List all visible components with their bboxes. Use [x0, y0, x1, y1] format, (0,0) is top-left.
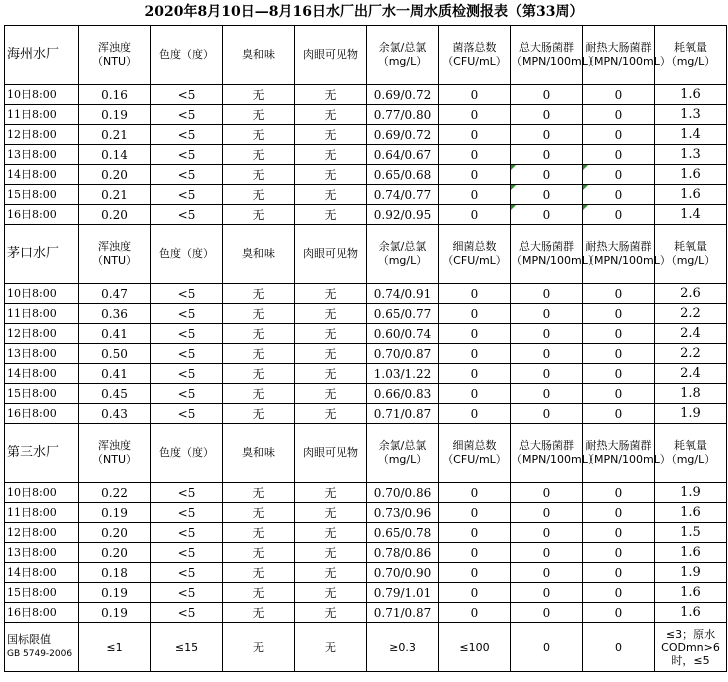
value-cell: 0.19: [79, 583, 151, 603]
time-cell: 14日8:00: [5, 165, 79, 185]
column-header: 浑浊度（NTU）: [79, 424, 151, 483]
value-cell: 0: [439, 543, 511, 563]
value-cell: 无: [295, 503, 367, 523]
value-cell: 0: [583, 324, 655, 344]
value-cell: 无: [223, 85, 295, 105]
table-row: [5, 105, 727, 125]
value-cell: 0: [511, 185, 583, 205]
value-cell: 0: [511, 324, 583, 344]
value-cell: 无: [223, 304, 295, 324]
value-cell: 0.73/0.96: [367, 503, 439, 523]
column-header: 耗氧量（mg/L）: [655, 225, 727, 284]
column-header: 色度（度）: [151, 26, 223, 85]
value-cell: 无: [223, 324, 295, 344]
value-cell: 0: [439, 205, 511, 225]
value-cell: 0.69/0.72: [367, 85, 439, 105]
value-cell: 0: [583, 284, 655, 304]
value-cell: 1.6: [655, 85, 727, 105]
value-cell: 无: [295, 145, 367, 165]
value-cell: 2.2: [655, 344, 727, 364]
value-cell: 0.18: [79, 563, 151, 583]
value-cell: 无: [223, 523, 295, 543]
column-header: 余氯/总氯（mg/L）: [367, 26, 439, 85]
column-header: 耗氧量（mg/L）: [655, 424, 727, 483]
value-cell: 0: [511, 205, 583, 225]
value-cell: 0.41: [79, 324, 151, 344]
time-cell: 13日8:00: [5, 344, 79, 364]
value-cell: <5: [151, 384, 223, 404]
value-cell: 0: [583, 205, 655, 225]
value-cell: 0: [439, 384, 511, 404]
value-cell: 1.4: [655, 205, 727, 225]
value-cell: 0: [439, 364, 511, 384]
value-cell: <5: [151, 304, 223, 324]
column-header: 耗氧量（mg/L）: [655, 26, 727, 85]
value-cell: 无: [223, 563, 295, 583]
value-cell: 0: [583, 404, 655, 424]
table-row: [5, 145, 727, 165]
value-cell: 无: [295, 523, 367, 543]
value-cell: 0: [439, 603, 511, 623]
table-row: [5, 563, 727, 583]
table-row: [5, 364, 727, 384]
plant-name: 海州水厂: [5, 26, 79, 85]
value-cell: 0.50: [79, 344, 151, 364]
value-cell: 无: [295, 404, 367, 424]
value-cell: 0: [439, 105, 511, 125]
value-cell: <5: [151, 165, 223, 185]
value-cell: 0: [439, 404, 511, 424]
value-cell: 无: [295, 583, 367, 603]
limit-value: ≤3；原水CODmn>6时，≤5: [655, 623, 727, 672]
value-cell: 0: [583, 543, 655, 563]
value-cell: 0.77/0.80: [367, 105, 439, 125]
value-cell: 无: [295, 324, 367, 344]
table-row: [5, 125, 727, 145]
value-cell: 0.66/0.83: [367, 384, 439, 404]
column-header: 色度（度）: [151, 424, 223, 483]
time-cell: 10日8:00: [5, 85, 79, 105]
value-cell: 0: [511, 125, 583, 145]
value-cell: 无: [295, 364, 367, 384]
value-cell: 0.65/0.77: [367, 304, 439, 324]
value-cell: 0.70/0.87: [367, 344, 439, 364]
value-cell: 0: [439, 85, 511, 105]
value-cell: 0: [583, 384, 655, 404]
value-cell: 0.21: [79, 125, 151, 145]
value-cell: <5: [151, 583, 223, 603]
time-cell: 16日8:00: [5, 404, 79, 424]
value-cell: 0: [583, 344, 655, 364]
value-cell: <5: [151, 344, 223, 364]
value-cell: 0: [511, 165, 583, 185]
column-header: 臭和味: [223, 225, 295, 284]
value-cell: 0.19: [79, 105, 151, 125]
value-cell: 1.5: [655, 523, 727, 543]
value-cell: 无: [223, 543, 295, 563]
value-cell: 2.2: [655, 304, 727, 324]
value-cell: <5: [151, 85, 223, 105]
value-cell: 无: [295, 125, 367, 145]
water-quality-table: [4, 25, 727, 672]
value-cell: 1.6: [655, 603, 727, 623]
value-cell: 0.71/0.87: [367, 404, 439, 424]
value-cell: 0.19: [79, 603, 151, 623]
value-cell: 0.21: [79, 185, 151, 205]
value-cell: 0: [583, 603, 655, 623]
table-row: [5, 503, 727, 523]
table-row: [5, 404, 727, 424]
value-cell: 0.65/0.78: [367, 523, 439, 543]
value-cell: 无: [295, 185, 367, 205]
value-cell: 0: [439, 583, 511, 603]
value-cell: 0: [583, 523, 655, 543]
value-cell: 0.43: [79, 404, 151, 424]
value-cell: 0: [583, 304, 655, 324]
value-cell: 0: [439, 165, 511, 185]
column-header: 肉眼可见物: [295, 225, 367, 284]
value-cell: 0: [511, 105, 583, 125]
time-cell: 16日8:00: [5, 603, 79, 623]
value-cell: 0: [439, 145, 511, 165]
limit-value: ≤100: [439, 623, 511, 672]
value-cell: 0: [439, 324, 511, 344]
value-cell: 0: [583, 145, 655, 165]
value-cell: 0.92/0.95: [367, 205, 439, 225]
time-cell: 11日8:00: [5, 503, 79, 523]
column-header: 总大肠菌群（MPN/100mL）: [511, 424, 583, 483]
limit-title: 国标限值: [7, 633, 51, 646]
value-cell: 0: [583, 165, 655, 185]
value-cell: 0: [511, 563, 583, 583]
value-cell: 1.6: [655, 185, 727, 205]
value-cell: 无: [295, 384, 367, 404]
time-cell: 15日8:00: [5, 185, 79, 205]
value-cell: 无: [223, 185, 295, 205]
value-cell: 0.69/0.72: [367, 125, 439, 145]
column-header: 肉眼可见物: [295, 424, 367, 483]
time-cell: 10日8:00: [5, 284, 79, 304]
value-cell: 0.70/0.86: [367, 483, 439, 503]
table-row: [5, 583, 727, 603]
column-header: 耐热大肠菌群（MPN/100mL）: [583, 225, 655, 284]
value-cell: 0: [439, 304, 511, 324]
time-cell: 13日8:00: [5, 145, 79, 165]
column-header: 耐热大肠菌群（MPN/100mL）: [583, 424, 655, 483]
value-cell: 0: [511, 344, 583, 364]
column-header: 余氯/总氯（mg/L）: [367, 424, 439, 483]
column-header: 浑浊度（NTU）: [79, 225, 151, 284]
value-cell: <5: [151, 543, 223, 563]
section-header-row: [5, 225, 727, 284]
value-cell: 0: [511, 404, 583, 424]
value-cell: <5: [151, 404, 223, 424]
value-cell: 0: [511, 603, 583, 623]
value-cell: 无: [295, 304, 367, 324]
report-title: 2020年8月10日—8月16日水厂出厂水一周水质检测报表（第33周）: [144, 4, 584, 20]
time-cell: 10日8:00: [5, 483, 79, 503]
time-cell: 16日8:00: [5, 205, 79, 225]
section-header-row: [5, 424, 727, 483]
plant-name: 茅口水厂: [5, 225, 79, 284]
value-cell: 无: [223, 483, 295, 503]
value-cell: 无: [223, 344, 295, 364]
time-cell: 12日8:00: [5, 523, 79, 543]
value-cell: 0: [439, 125, 511, 145]
value-cell: 无: [295, 344, 367, 364]
table-row: [5, 324, 727, 344]
table-row: [5, 304, 727, 324]
value-cell: 0.70/0.90: [367, 563, 439, 583]
value-cell: 无: [295, 483, 367, 503]
value-cell: 无: [223, 603, 295, 623]
value-cell: 无: [295, 205, 367, 225]
value-cell: 0: [439, 503, 511, 523]
value-cell: <5: [151, 105, 223, 125]
table-row: [5, 165, 727, 185]
value-cell: 0: [583, 483, 655, 503]
time-cell: 12日8:00: [5, 125, 79, 145]
value-cell: 无: [295, 105, 367, 125]
limit-value: 0: [583, 623, 655, 672]
value-cell: 无: [295, 284, 367, 304]
value-cell: 0: [511, 384, 583, 404]
value-cell: 0: [439, 523, 511, 543]
value-cell: 0.20: [79, 523, 151, 543]
value-cell: 2.6: [655, 284, 727, 304]
column-header: 菌落总数（CFU/mL）: [439, 26, 511, 85]
value-cell: 0.74/0.91: [367, 284, 439, 304]
value-cell: 0.47: [79, 284, 151, 304]
limit-value: ≤1: [79, 623, 151, 672]
column-header: 余氯/总氯（mg/L）: [367, 225, 439, 284]
value-cell: 无: [223, 583, 295, 603]
value-cell: <5: [151, 364, 223, 384]
column-header: 细菌总数（CFU/mL）: [439, 225, 511, 284]
value-cell: 1.8: [655, 384, 727, 404]
limit-label: [5, 623, 79, 672]
column-header: 耐热大肠菌群（MPN/100mL）: [583, 26, 655, 85]
value-cell: 0: [511, 364, 583, 384]
value-cell: 0.45: [79, 384, 151, 404]
value-cell: 0: [583, 185, 655, 205]
value-cell: 无: [223, 364, 295, 384]
value-cell: 无: [295, 85, 367, 105]
time-cell: 15日8:00: [5, 384, 79, 404]
value-cell: 0.20: [79, 165, 151, 185]
value-cell: <5: [151, 563, 223, 583]
limit-row: [5, 623, 727, 672]
value-cell: 0.20: [79, 543, 151, 563]
plant-name: 第三水厂: [5, 424, 79, 483]
value-cell: 1.6: [655, 503, 727, 523]
value-cell: 0.71/0.87: [367, 603, 439, 623]
table-row: [5, 384, 727, 404]
value-cell: 无: [223, 284, 295, 304]
value-cell: 无: [223, 105, 295, 125]
value-cell: 0.78/0.86: [367, 543, 439, 563]
value-cell: 0: [511, 85, 583, 105]
column-header: 色度（度）: [151, 225, 223, 284]
table-row: [5, 344, 727, 364]
value-cell: 1.3: [655, 105, 727, 125]
limit-value: ≤15: [151, 623, 223, 672]
value-cell: 无: [223, 165, 295, 185]
value-cell: 2.4: [655, 324, 727, 344]
value-cell: 无: [223, 125, 295, 145]
value-cell: 2.4: [655, 364, 727, 384]
value-cell: 0: [583, 503, 655, 523]
value-cell: 0.19: [79, 503, 151, 523]
value-cell: 无: [223, 384, 295, 404]
value-cell: 无: [295, 543, 367, 563]
value-cell: 0.60/0.74: [367, 324, 439, 344]
value-cell: 无: [223, 503, 295, 523]
value-cell: 0: [511, 503, 583, 523]
value-cell: 0: [511, 483, 583, 503]
standard-code: GB 5749-2006: [7, 649, 73, 659]
value-cell: 无: [223, 145, 295, 165]
value-cell: 1.6: [655, 543, 727, 563]
column-header: 臭和味: [223, 424, 295, 483]
time-cell: 14日8:00: [5, 364, 79, 384]
time-cell: 12日8:00: [5, 324, 79, 344]
value-cell: 1.6: [655, 583, 727, 603]
value-cell: 0.79/1.01: [367, 583, 439, 603]
table-row: [5, 284, 727, 304]
column-header: 臭和味: [223, 26, 295, 85]
table-row: [5, 185, 727, 205]
value-cell: <5: [151, 523, 223, 543]
value-cell: 0: [583, 125, 655, 145]
table-row: [5, 205, 727, 225]
value-cell: 0: [511, 284, 583, 304]
limit-value: ≥0.3: [367, 623, 439, 672]
value-cell: 0: [511, 583, 583, 603]
value-cell: 0: [511, 543, 583, 563]
value-cell: 0: [439, 563, 511, 583]
value-cell: <5: [151, 205, 223, 225]
time-cell: 13日8:00: [5, 543, 79, 563]
value-cell: 0.22: [79, 483, 151, 503]
value-cell: 1.03/1.22: [367, 364, 439, 384]
value-cell: 0: [583, 105, 655, 125]
table-row: [5, 483, 727, 503]
value-cell: 无: [223, 205, 295, 225]
table-row: [5, 85, 727, 105]
value-cell: 0: [439, 185, 511, 205]
column-header: 肉眼可见物: [295, 26, 367, 85]
value-cell: 0: [511, 145, 583, 165]
value-cell: 0.41: [79, 364, 151, 384]
value-cell: 0.64/0.67: [367, 145, 439, 165]
time-cell: 15日8:00: [5, 583, 79, 603]
value-cell: 1.6: [655, 165, 727, 185]
value-cell: <5: [151, 284, 223, 304]
column-header: 总大肠菌群（MPN/100mL）: [511, 225, 583, 284]
value-cell: <5: [151, 125, 223, 145]
value-cell: <5: [151, 324, 223, 344]
value-cell: 0.36: [79, 304, 151, 324]
value-cell: 1.9: [655, 563, 727, 583]
limit-value: 0: [511, 623, 583, 672]
value-cell: 0: [583, 85, 655, 105]
value-cell: 0: [439, 284, 511, 304]
value-cell: <5: [151, 503, 223, 523]
value-cell: 0.74/0.77: [367, 185, 439, 205]
value-cell: 无: [223, 404, 295, 424]
time-cell: 14日8:00: [5, 563, 79, 583]
value-cell: 1.3: [655, 145, 727, 165]
value-cell: 1.9: [655, 404, 727, 424]
value-cell: 0: [583, 583, 655, 603]
limit-value: 无: [223, 623, 295, 672]
time-cell: 11日8:00: [5, 304, 79, 324]
value-cell: <5: [151, 145, 223, 165]
value-cell: 0: [583, 563, 655, 583]
value-cell: 0: [511, 523, 583, 543]
column-header: 细菌总数（CFU/mL）: [439, 424, 511, 483]
value-cell: 无: [295, 563, 367, 583]
value-cell: <5: [151, 483, 223, 503]
table-row: [5, 603, 727, 623]
value-cell: 0.14: [79, 145, 151, 165]
value-cell: 0.65/0.68: [367, 165, 439, 185]
value-cell: 1.4: [655, 125, 727, 145]
table-row: [5, 523, 727, 543]
value-cell: 0: [511, 304, 583, 324]
value-cell: <5: [151, 185, 223, 205]
value-cell: 无: [295, 603, 367, 623]
value-cell: 0: [439, 483, 511, 503]
column-header: 浑浊度（NTU）: [79, 26, 151, 85]
time-cell: 11日8:00: [5, 105, 79, 125]
value-cell: 1.9: [655, 483, 727, 503]
value-cell: <5: [151, 603, 223, 623]
value-cell: 0: [583, 364, 655, 384]
value-cell: 无: [295, 165, 367, 185]
value-cell: 0.20: [79, 205, 151, 225]
limit-value: 无: [295, 623, 367, 672]
table-row: [5, 543, 727, 563]
value-cell: 0: [439, 344, 511, 364]
column-header: 总大肠菌群（MPN/100mL）: [511, 26, 583, 85]
value-cell: 0.16: [79, 85, 151, 105]
section-header-row: [5, 26, 727, 85]
